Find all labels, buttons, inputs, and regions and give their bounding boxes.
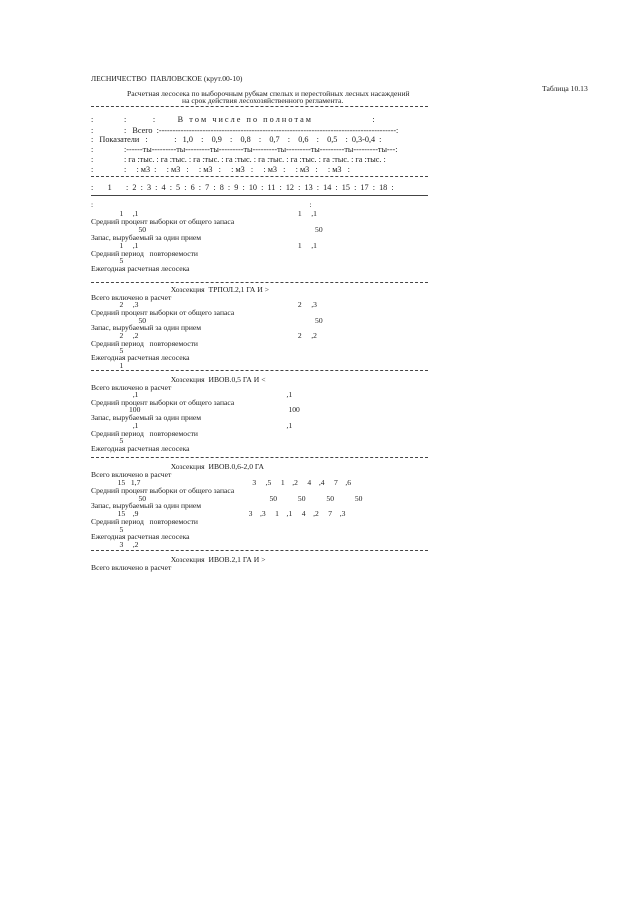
body-line: Запас, вырубаемый за один прием [91, 501, 202, 510]
section-title: Хозсекция ИВОВ.0,5 ГА И < [91, 375, 266, 384]
body-line: Запас, вырубаемый за один прием [91, 233, 202, 242]
body-line: 50 50 [91, 225, 323, 234]
body-line: 1 ,1 1 ,1 [91, 209, 317, 218]
body-line: Всего включено в расчет [91, 563, 172, 572]
body-line: Ежегодная расчетная лесосека [91, 264, 190, 273]
body-line: Ежегодная расчетная лесосека [91, 444, 190, 453]
body-line: Средний период повторяемости [91, 517, 198, 526]
body-line: Средний период повторяемости [91, 249, 198, 258]
body-line: Всего включено в расчет [91, 293, 172, 302]
body-line: Средний процент выборки от общего запаса [91, 486, 235, 495]
body-line: Ежегодная расчетная лесосека [91, 353, 190, 362]
body-line: Ежегодная расчетная лесосека [91, 532, 190, 541]
body-line: Средний процент выборки от общего запаса [91, 217, 235, 226]
body-line: 1 [91, 361, 124, 370]
body-line: 15 1,7 3 ,5 1 ,2 4 ,4 7 ,6 [91, 478, 352, 487]
body-line: Запас, вырубаемый за один прием [91, 413, 202, 422]
section-title: Хозсекция ТРПОЛ.2,1 ГА И > [91, 285, 269, 294]
body-line: Средний период повторяемости [91, 429, 198, 438]
body-line: 50 50 [91, 316, 323, 325]
body-line: 5 [91, 525, 124, 534]
section-rule [91, 370, 428, 371]
header-row: : :------ты---------ты---------ты---------ты---------ты---------ты---------ты---------ты---: [91, 145, 398, 154]
document-subtitle-line-2: на срок действия лесохозяйственного регламента. [182, 96, 344, 105]
header-row: : : га :тыс. : га :тыс. : га :тыс. : га :тыс. : га :тыс. : га :тыс. : га :тыс. : га :тыс. : [91, 155, 386, 164]
section-rule [91, 282, 428, 283]
body-line: 3 ,2 [91, 540, 139, 549]
section-title: Хозсекция ИВОВ.2,1 ГА И > [91, 555, 266, 564]
body-line: Средний процент выборки от общего запаса [91, 398, 235, 407]
body-line: 50 50 50 50 50 [91, 494, 363, 503]
header-row: : : : В т о м ч и с л е п о п о л н о т а м : [91, 115, 375, 124]
header-row: : : : м3 : : м3 : : м3 : : м3 : : м3 : : м3 : : м3 : [91, 165, 350, 174]
body-line: ,1 ,1 [91, 390, 293, 399]
section-title: Хозсекция ИВОВ.0,6-2,0 ГА [91, 462, 264, 471]
header-row: : : Всего :---------------------------------------------------------------------------------------: [91, 126, 399, 135]
header-top-rule [91, 106, 428, 107]
body-line: 15 ,9 3 ,3 1 ,1 4 ,2 7 ,3 [91, 509, 346, 518]
body-line: Запас, вырубаемый за один прием [91, 323, 202, 332]
body-line: 100 100 [91, 405, 300, 414]
body-line: 2 ,2 2 ,2 [91, 331, 317, 340]
body-line: ,1 ,1 [91, 421, 293, 430]
body-line: 1 ,1 1 ,1 [91, 241, 317, 250]
body-line: 5 [91, 256, 124, 265]
body-line: Средний период повторяемости [91, 339, 198, 348]
body-line: Всего включено в расчет [91, 383, 172, 392]
header-bottom-rule [91, 195, 428, 196]
header-mid-rule [91, 176, 428, 177]
body-line: 5 [91, 436, 124, 445]
body-line: Средний процент выборки от общего запаса [91, 308, 235, 317]
header-column-numbers: : 1 : 2 : 3 : 4 : 5 : 6 : 7 : 8 : 9 : 10 : 11 : 12 : 13 : 14 : 15 : 17 : 18 : [91, 183, 394, 192]
header-row: : Показатели : : 1,0 : 0,9 : 0,8 : 0,7 : 0,6 : 0,5 : 0,3-0,4 : [91, 135, 382, 144]
body-line: Всего включено в расчет [91, 470, 172, 479]
forestry-title: ЛЕСНИЧЕСТВО ПАВЛОВСКОЕ (крут.00-10) [91, 74, 243, 83]
document-subtitle-line-1: Расчетная лесосека по выборочным рубкам спелых и перестойных лесных насаждений [127, 89, 410, 98]
body-line: 2 ,3 2 ,3 [91, 300, 317, 309]
section-rule [91, 457, 428, 458]
body-line: : : [91, 200, 312, 209]
body-line: 5 [91, 346, 124, 355]
section-rule [91, 550, 428, 551]
table-number: Таблица 10.13 [542, 84, 588, 93]
